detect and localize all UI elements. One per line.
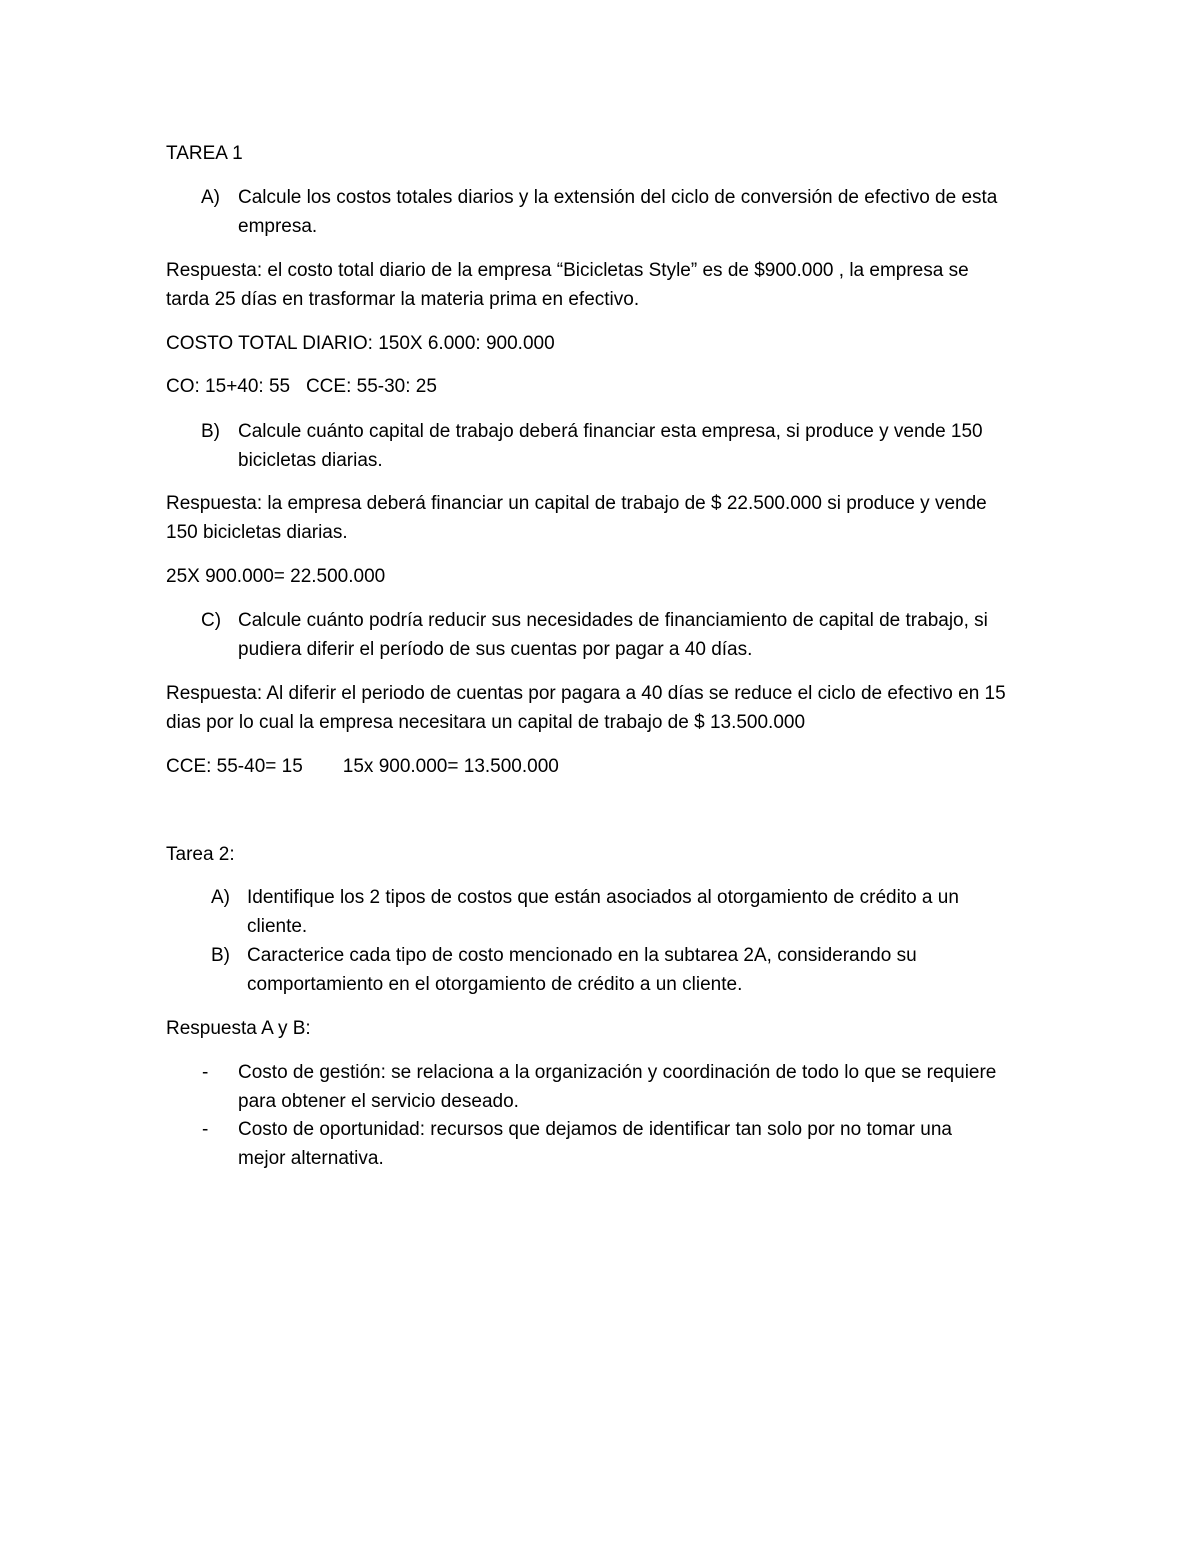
tarea1-b-answer-line1: Respuesta: la empresa deberá financiar un capital de trabajo de $ 22.500.000 si produce y vende [166, 493, 987, 514]
tarea1-b-answer-line2: 150 bicicletas diarias. [166, 522, 348, 543]
tarea2-b-marker: B) [211, 945, 230, 966]
tarea1-b-question-line2: bicicletas diarias. [238, 450, 383, 471]
tarea1-c-marker: C) [201, 610, 222, 631]
bullet-costo-oportunidad-line1: Costo de oportunidad: recursos que dejamos de identificar tan solo por no tomar una [238, 1119, 952, 1140]
tarea1-c-question-line2: pudiera diferir el período de sus cuentas por pagar a 40 días. [238, 639, 753, 660]
tarea1-c-question-line1: Calcule cuánto podría reducir sus necesidades de financiamiento de capital de trabajo, si [238, 610, 988, 631]
tarea1-c-calc [166, 752, 559, 781]
tarea2-answer-title: Respuesta A y B: [166, 1018, 311, 1039]
tarea1-a-question-line2: empresa. [238, 216, 318, 237]
tarea1-a-marker: A) [201, 187, 220, 208]
tarea1-a-calc-cost: COSTO TOTAL DIARIO: 150X 6.000: 900.000 [166, 333, 555, 354]
tarea2-b-question-line1: Caracterice cada tipo de costo mencionado en la subtarea 2A, considerando su [247, 945, 917, 966]
bullet-costo-gestion-line2: para obtener el servicio deseado. [238, 1091, 519, 1112]
tarea1-c-answer-line2: dias por lo cual la empresa necesitara un capital de trabajo de $ 13.500.000 [166, 712, 806, 733]
tarea1-a-question-line1: Calcule los costos totales diarios y la extensión del ciclo de conversión de efectivo de esta [238, 187, 998, 208]
tarea1-a-calc-cycle: CO: 15+40: 55 CCE: 55-30: 25 [166, 376, 437, 397]
bullet-costo-gestion-line1: Costo de gestión: se relaciona a la organización y coordinación de todo lo que se requiere [238, 1062, 997, 1083]
tarea1-b-question-line1: Calcule cuánto capital de trabajo deberá financiar esta empresa, si produce y vende 150 [238, 421, 983, 442]
tarea1-a-answer-line1: Respuesta: el costo total diario de la empresa “Bicicletas Style” es de $900.000 , la empresa se [166, 260, 969, 281]
tarea2-a-question-line2: cliente. [247, 916, 308, 937]
tarea1-title: TAREA 1 [166, 143, 243, 164]
tarea1-b-calc: 25X 900.000= 22.500.000 [166, 566, 386, 587]
tarea1-c-calc-capital: 15x 900.000= 13.500.000 [342, 756, 559, 777]
bullet-marker: - [202, 1062, 209, 1083]
tarea2-a-marker: A) [211, 887, 230, 908]
bullet-marker: - [202, 1119, 209, 1140]
tarea1-c-answer-line1: Respuesta: Al diferir el periodo de cuentas por pagara a 40 días se reduce el ciclo de efectivo en 15 [166, 683, 1006, 704]
tarea2-b-question-line2: comportamiento en el otorgamiento de crédito a un cliente. [247, 974, 743, 995]
tarea2-title: Tarea 2: [166, 844, 235, 865]
tarea1-a-answer-line2: tarda 25 días en trasformar la materia prima en efectivo. [166, 289, 640, 310]
tarea1-c-calc-cycle: CCE: 55-40= 15 [166, 756, 303, 777]
tarea1-b-marker: B) [201, 421, 220, 442]
bullet-costo-oportunidad-line2: mejor alternativa. [238, 1148, 384, 1169]
tarea2-a-question-line1: Identifique los 2 tipos de costos que están asociados al otorgamiento de crédito a un [247, 887, 959, 908]
